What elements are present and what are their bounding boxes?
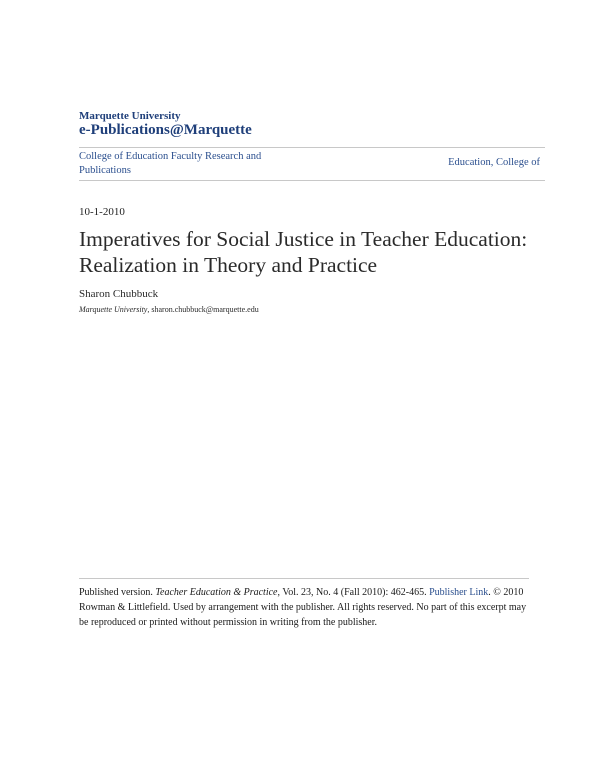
journal-name: Teacher Education & Practice	[155, 587, 278, 598]
footer-divider	[79, 578, 529, 579]
citation-details: , Vol. 23, No. 4 (Fall 2010): 462-465.	[277, 587, 430, 598]
department-link[interactable]: Education, College of	[448, 157, 540, 168]
publication-date: 10-1-2010	[79, 206, 125, 218]
author-affiliation: Marquette University, sharon.chubbuck@marquette.edu	[79, 305, 259, 314]
notice-prefix: Published version.	[79, 587, 156, 598]
university-name: Marquette University	[79, 110, 181, 122]
article-title: Imperatives for Social Justice in Teacher Education: Realization in Theory and Practice	[79, 227, 528, 277]
publisher-link[interactable]: Publisher Link	[429, 587, 489, 598]
collection-link[interactable]: College of Education Faculty Research and Publications	[79, 151, 262, 176]
affiliation-institution: Marquette University	[79, 305, 148, 314]
publication-notice	[79, 585, 534, 630]
header-top-divider	[79, 147, 545, 148]
header-bottom-divider	[79, 180, 545, 181]
citation-period: .	[488, 587, 491, 598]
author-name: Sharon Chubbuck	[79, 288, 159, 300]
repository-name[interactable]: e-Publications@Marquette	[79, 122, 252, 138]
rights-statement: © 2010 Rowman & Littlefield. Used by arrangement with the publisher. All rights reserved. No part of this excerpt may be reproduced or printed without permission in writing from the publisher.	[79, 587, 527, 628]
author-email[interactable]: sharon.chubbuck@marquette.edu	[151, 305, 259, 314]
